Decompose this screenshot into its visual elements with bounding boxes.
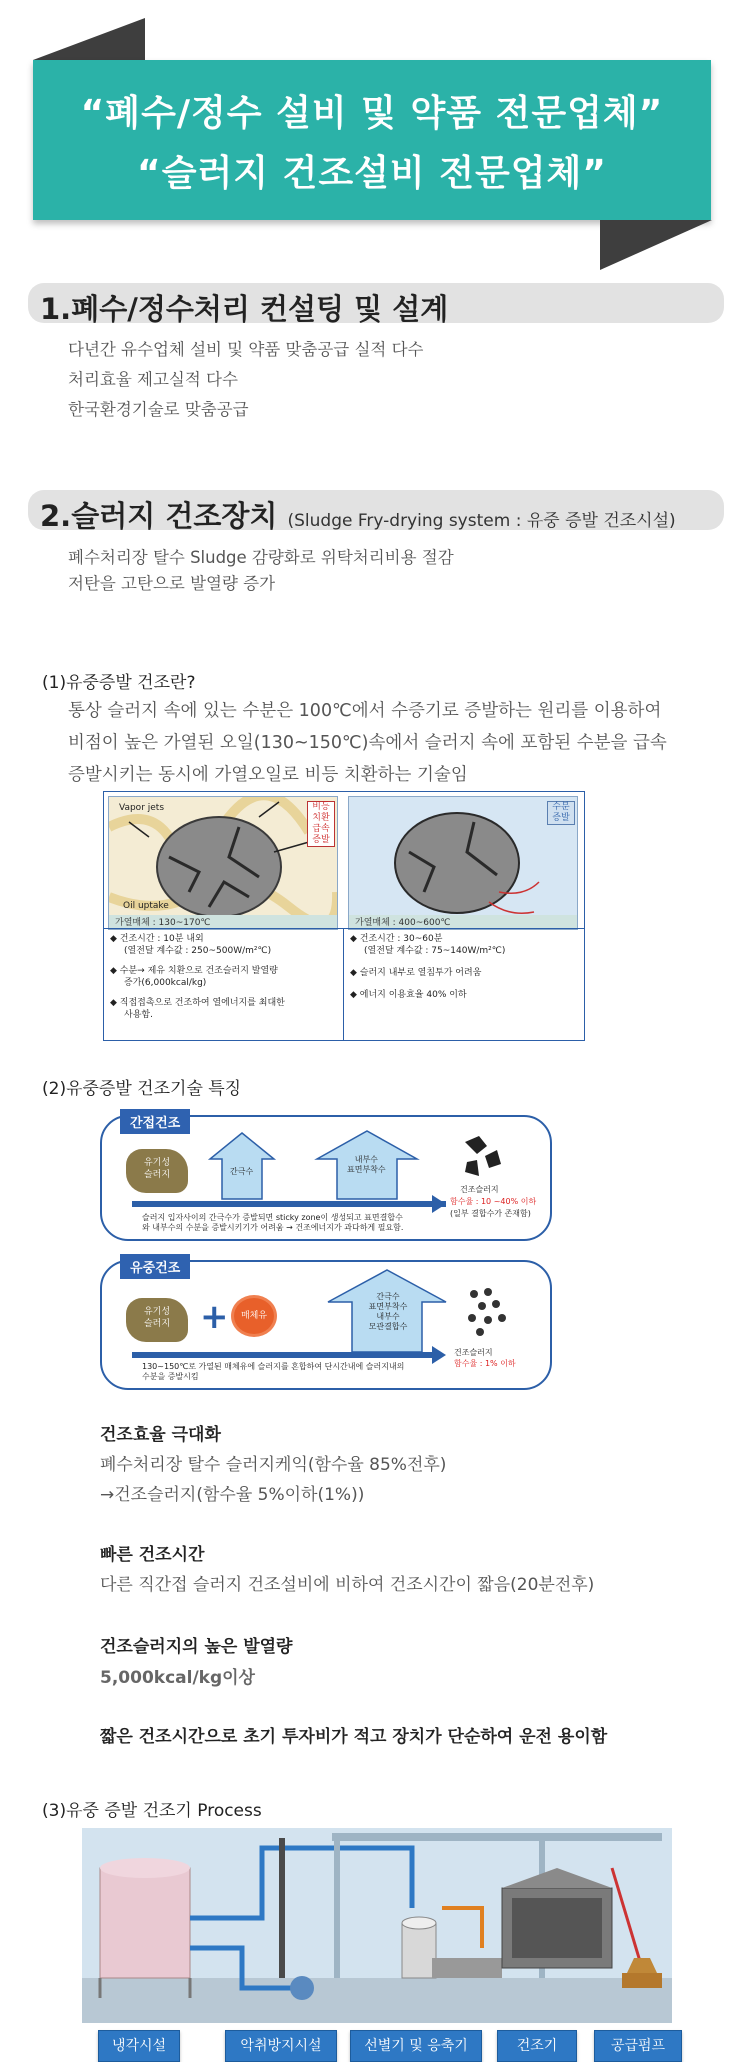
desc-item: ◆ 건조시간 : 30~60분 — [350, 934, 443, 944]
feature-line: →건조슬러지(함수율 5%이하(1%)) — [100, 1485, 365, 1505]
surface-water-label: 내부수 표면부착수 — [347, 1155, 386, 1174]
desc-item: 사용함. — [124, 1010, 153, 1020]
immersion-description — [110, 930, 348, 1038]
section1-line: 처리효율 제고실적 다수 — [68, 370, 238, 389]
water-types-label: 간극수 표면부착수 내부수 모관결합수 — [368, 1292, 408, 1331]
part1-line: 통상 슬러지 속에 있는 수분은 100℃에서 수증기로 증발하는 원리를 이용하여 — [68, 701, 662, 721]
indirect-drying-panel — [348, 796, 578, 930]
indirect-caption-line: 와 내부수의 수분을 증발시키기가 어려움 → 건조에너지가 과다하게 필요함. — [142, 1223, 404, 1232]
section1-title: 1.폐수/정수처리 컨설팅 및 설계 — [40, 292, 449, 326]
process-button-cooling[interactable]: 냉각시설 — [98, 2030, 180, 2062]
section2-body — [68, 545, 454, 597]
indirect-process-bar — [132, 1201, 446, 1207]
part2-heading: (2)유중증발 건조기술 특징 — [42, 1079, 242, 1099]
desc-item: ◆ 에너지 이용효율 40% 이하 — [350, 990, 467, 1000]
indirect-drying-box — [100, 1115, 552, 1241]
part3-heading: (3)유중 증발 건조기 Process — [42, 1801, 262, 1821]
desc-item: (열전달 계수값 : 75~140W/m²℃) — [364, 946, 506, 956]
section2-header — [28, 490, 724, 533]
indirect-description — [350, 930, 588, 1038]
immersion-moisture: 함수율 : 1% 이하 — [454, 1359, 516, 1368]
desc-item: 증가(6,000kcal/kg) — [124, 978, 207, 988]
oil-uptake-label: Oil uptake — [123, 901, 169, 911]
indirect-note: (일부 결합수가 존재함) — [450, 1209, 531, 1218]
section2-subtitle: (Sludge Fry-drying system : 유중 증발 건조시설) — [287, 511, 676, 531]
medium-oil-blob: 매체유 — [234, 1298, 274, 1334]
immersion-drying-box — [100, 1260, 552, 1390]
immersion-caption-line: 130~150℃로 가열된 매체유에 슬러지를 혼합하여 단시간내에 슬러지내의 — [142, 1362, 405, 1371]
indirect-moisture: 함수율 : 10 ~40% 이하 — [450, 1197, 537, 1206]
process-button-dryer[interactable]: 건조기 — [497, 2030, 577, 2062]
process-illustration — [82, 1828, 672, 2023]
process-button-odor-control[interactable]: 악취방지시설 — [225, 2030, 337, 2062]
section1-line: 다년간 유수업체 설비 및 약품 맞춤공급 실적 다수 — [68, 340, 424, 359]
desc-item: ◆ 건조시간 : 10분 내외 — [110, 934, 204, 944]
section1-line: 한국환경기술로 맞춤공급 — [68, 400, 249, 419]
desc-item: ◆ 직접접촉으로 건조하여 열에너지를 최대한 — [110, 998, 285, 1008]
fry-drying-comparison-figure — [103, 791, 585, 1041]
section2-line: 저탄을 고탄으로 발열량 증가 — [68, 574, 276, 593]
boiling-substitution-tag: 비등 치환 급속 증발 — [307, 801, 335, 847]
desc-item: ◆ 수분→ 제유 치환으로 건조슬러지 발열량 — [110, 966, 278, 976]
title-banner — [33, 60, 711, 220]
organic-sludge-blob: 유기성 슬러지 — [126, 1149, 188, 1193]
moisture-evaporation-tag: 수분 증발 — [547, 801, 575, 825]
process-plant-drawing — [82, 1828, 672, 2023]
immersion-caption-line: 수분을 증발시킴 — [142, 1372, 199, 1381]
desc-item: ◆ 슬러지 내부로 열침투가 어려움 — [350, 968, 482, 978]
section2-line: 폐수처리장 탈수 Sludge 감량화로 위탁처리비용 절감 — [68, 548, 454, 567]
banner-fold-top-left — [33, 18, 145, 60]
indirect-drying-tag: 간접건조 — [120, 1109, 190, 1134]
right-temp-label: 가열매체 : 400~600℃ — [349, 915, 578, 929]
section1-header — [28, 283, 724, 326]
banner-line-1: “폐수/정수 설비 및 약품 전문업체” — [80, 93, 664, 134]
interstitial-water-label: 간극수 — [230, 1167, 254, 1176]
left-temp-label: 가열매체 : 130~170℃ — [109, 915, 338, 929]
immersion-drying-tag: 유중건조 — [120, 1254, 190, 1279]
feature-title: 건조슬러지의 높은 발열량 — [100, 1637, 293, 1657]
immersion-process-bar — [132, 1352, 440, 1358]
banner-fold-bottom-right — [600, 220, 712, 270]
dried-sludge-icon — [457, 1132, 507, 1182]
feature-line: 폐수처리장 탈수 슬러지케익(함수율 85%전후) — [100, 1455, 447, 1475]
feature-title: 짧은 건조시간으로 초기 투자비가 적고 장치가 단순하여 운전 용이함 — [100, 1727, 608, 1747]
feature-line: 다른 직간접 슬러지 건조설비에 비하여 건조시간이 짧음(20분전후) — [100, 1575, 595, 1595]
section1-body — [68, 335, 424, 425]
section2-title-wrap — [40, 494, 676, 535]
part1-line: 비점이 높은 가열된 오일(130~150℃)속에서 슬러지 속에 포함된 수분을 급속 — [68, 733, 667, 753]
indirect-caption — [142, 1213, 403, 1233]
plus-icon: + — [200, 1297, 229, 1337]
indirect-caption-line: 슬러지 입자사이의 간극수가 증발되면 sticky zone이 생성되고 표면결합수 — [142, 1213, 403, 1222]
immersion-result-label: 건조슬러지 — [454, 1348, 493, 1357]
banner-line-2: “슬러지 건조설비 전문업체” — [137, 153, 607, 194]
immersion-caption — [142, 1362, 404, 1382]
immersion-process-arrowhead — [432, 1346, 446, 1364]
part1-body — [68, 695, 667, 791]
part1-heading: (1)유중증발 건조란? — [42, 673, 196, 693]
desc-item: (열전달 계수값 : 250~500W/m²℃) — [124, 946, 272, 956]
figure-divider-h — [104, 928, 584, 929]
feature-title: 건조효율 극대화 — [100, 1425, 221, 1445]
indirect-sludge-illustration — [349, 797, 577, 929]
feature-title: 빠른 건조시간 — [100, 1545, 205, 1565]
vapor-jets-label: Vapor jets — [119, 803, 165, 813]
section2-title: 2.슬러지 건조장치 — [40, 499, 278, 533]
indirect-result-label: 건조슬러지 — [460, 1185, 499, 1194]
immersion-drying-panel — [108, 796, 338, 930]
granular-sludge-icon — [464, 1284, 514, 1340]
process-button-separator-condenser[interactable]: 선별기 및 응축기 — [350, 2030, 482, 2062]
indirect-process-arrowhead — [432, 1195, 446, 1213]
process-button-feed-pump[interactable]: 공급펌프 — [594, 2030, 682, 2062]
part1-line: 증발시키는 동시에 가열오일로 비등 치환하는 기술임 — [68, 765, 468, 785]
organic-sludge-blob: 유기성 슬러지 — [126, 1298, 188, 1342]
feature-line: 5,000kcal/kg이상 — [100, 1668, 255, 1688]
